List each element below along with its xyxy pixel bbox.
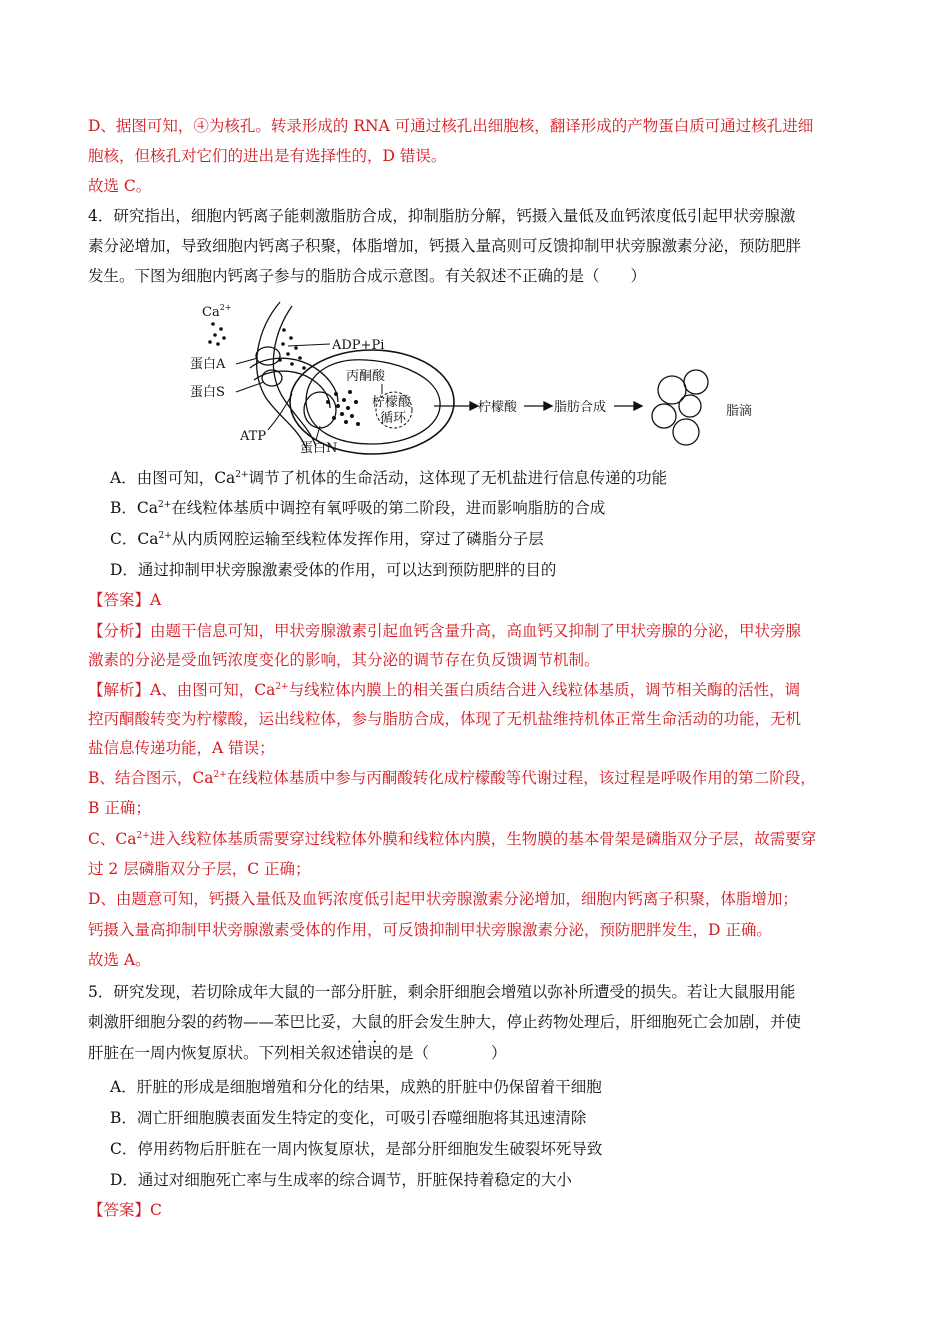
- fig-pyruvate-label: 丙酮酸: [346, 369, 386, 384]
- q5-option-b: B．凋亡肝细胞膜表面发生特定的变化，可吸引吞噬细胞将其迅速清除: [110, 1109, 587, 1127]
- fig-lipid-droplet-label: 脂滴: [726, 404, 753, 419]
- er-ca-dots: [278, 328, 306, 370]
- fat-synthesis-diagram: [188, 298, 768, 460]
- q4-stem-line2: 素分泌增加，导致细胞内钙离子积聚，体脂增加，钙摄入量高则可反馈抑制甲状旁腺激素分泌，预防肥胖: [88, 237, 802, 255]
- q4-explain-a2: 控丙酮酸转变为柠檬酸，运出线粒体，参与脂肪合成，体现了无机盐维持机体正常生命活动的功能，无机: [88, 710, 802, 728]
- q4-option-d: D．通过抑制甲状旁腺激素受体的作用，可以达到预防肥胖的目的: [110, 561, 557, 579]
- fig-adp-pi-label: ADP+Pi: [332, 338, 385, 353]
- fig-protein-a-label: 蛋白A: [190, 357, 226, 372]
- q4-explain-a3: 盐信息传递功能，A 错误；: [88, 739, 275, 757]
- q5-stem-line1: 5．研究发现，若切除成年大鼠的一部分肝脏，剩余肝细胞会增殖以弥补所遭受的损失。若让大鼠服用能: [88, 983, 796, 1001]
- q4-explain-b2: B 正确；: [88, 799, 151, 817]
- emphasis-char: 误: [367, 1044, 383, 1062]
- protein-n-channel: [304, 392, 336, 428]
- fig-citric-cycle-label-1: 柠檬酸: [372, 395, 412, 410]
- fig-atp-label: ATP: [240, 429, 267, 444]
- pathway-arrows: [434, 402, 642, 410]
- fig-protein-s-label: 蛋白S: [190, 385, 225, 400]
- protein-a-channel: [256, 347, 280, 365]
- q5-option-c: C．停用药物后肝脏在一周内恢复原状，是部分肝细胞发生破裂坏死导致: [110, 1140, 603, 1158]
- emphasis-char: 错: [351, 1044, 368, 1062]
- mito-ca-dots: [326, 390, 360, 426]
- fig-citric-acid-label: 柠檬酸: [478, 400, 518, 415]
- q4-explain-c1: C、$Ca^{2+}$进入线粒体基质需要穿过线粒体外膜和线粒体内膜，生物膜的基本骨架是磷脂双分子层，故需要穿: [88, 830, 817, 848]
- q4-conclusion: 故选 A。: [88, 951, 151, 969]
- q4-stem-line3: 发生。下图为细胞内钙离子参与的脂肪合成示意图。有关叙述不正确的是（ ）: [88, 267, 647, 285]
- fig-citric-cycle-label-2: 循环: [380, 411, 407, 426]
- q4-explain-b1: B、结合图示，$Ca^{2+}$在线粒体基质中参与丙酮酸转化成柠檬酸等代谢过程，该过程是呼吸作用的第二阶段，: [88, 769, 816, 787]
- q5-stem-line2: 刺激肝细胞分裂的药物——苯巴比妥，大鼠的肝会发生肿大，停止药物处理后，肝细胞死亡会加剧，并使: [88, 1013, 802, 1031]
- q5-answer: 【答案】C: [88, 1201, 162, 1219]
- q4-explain-d1: D、由题意可知，钙摄入量低及血钙浓度低引起甲状旁腺激素分泌增加，细胞内钙离子积聚，体脂增加；: [88, 890, 798, 908]
- fig-fat-synthesis-label: 脂肪合成: [554, 400, 607, 415]
- lipid-droplets: [652, 370, 708, 445]
- q4-answer: 【答案】A: [88, 591, 162, 609]
- q4-explain-a1: 【解析】A、由图可知，$Ca^{2+}$与线粒体内膜上的相关蛋白质结合进入线粒体基质，调节相关酶的活性，调: [88, 681, 801, 699]
- q4-option-c: C．$Ca^{2+}$从内质网腔运输至线粒体发挥作用，穿过了磷脂分子层: [110, 530, 544, 548]
- q4-explain-c2: 过 2 层磷脂双分子层，C 正确；: [88, 860, 311, 878]
- ca-ion-dots: [208, 322, 226, 346]
- q3-conclusion: 故选 C。: [88, 177, 152, 195]
- fig-protein-n-label: 蛋白N: [300, 441, 338, 456]
- q4-option-b: B．$Ca^{2+}$在线粒体基质中调控有氧呼吸的第二阶段，进而影响脂肪的合成: [110, 499, 606, 517]
- q5-option-a: A．肝脏的形成是细胞增殖和分化的结果，成熟的肝脏中仍保留着干细胞: [110, 1078, 602, 1096]
- q4-stem-line1: 4．研究指出，细胞内钙离子能刺激脂肪合成，抑制脂肪分解，钙摄入量低及血钙浓度低引起甲状旁腺激: [88, 207, 796, 225]
- q3-explain-d-line1: D、据图可知，④为核孔。转录形成的 RNA 可通过核孔出细胞核，翻译形成的产物蛋白质可通过核孔进细: [88, 117, 814, 135]
- q4-analysis-line1: 【分析】由题干信息可知，甲状旁腺激素引起血钙含量升高，高血钙又抑制了甲状旁腺的分泌，甲状旁腺: [88, 622, 802, 640]
- q3-explain-d-line2: 胞核，但核孔对它们的进出是有选择性的，D 错误。: [88, 147, 447, 165]
- q4-explain-d2: 钙摄入量高抑制甲状旁腺激素受体的作用，可反馈抑制甲状旁腺激素分泌，预防肥胖发生，D 正确。: [88, 921, 772, 939]
- q4-analysis-line2: 激素的分泌是受血钙浓度变化的影响，其分泌的调节存在负反馈调节机制。: [88, 651, 600, 669]
- fig-ca-label: $Ca^{2+}$: [202, 303, 232, 320]
- q5-stem-line3: 肝脏在一周内恢复原状。下列相关叙述错误的是（ ）: [88, 1044, 507, 1062]
- q4-option-a: A．由图可知，$Ca^{2+}$调节了机体的生命活动，这体现了无机盐进行信息传递的功能: [110, 469, 668, 487]
- q5-option-d: D．通过对细胞死亡率与生成率的综合调节，肝脏保持着稳定的大小: [110, 1171, 572, 1189]
